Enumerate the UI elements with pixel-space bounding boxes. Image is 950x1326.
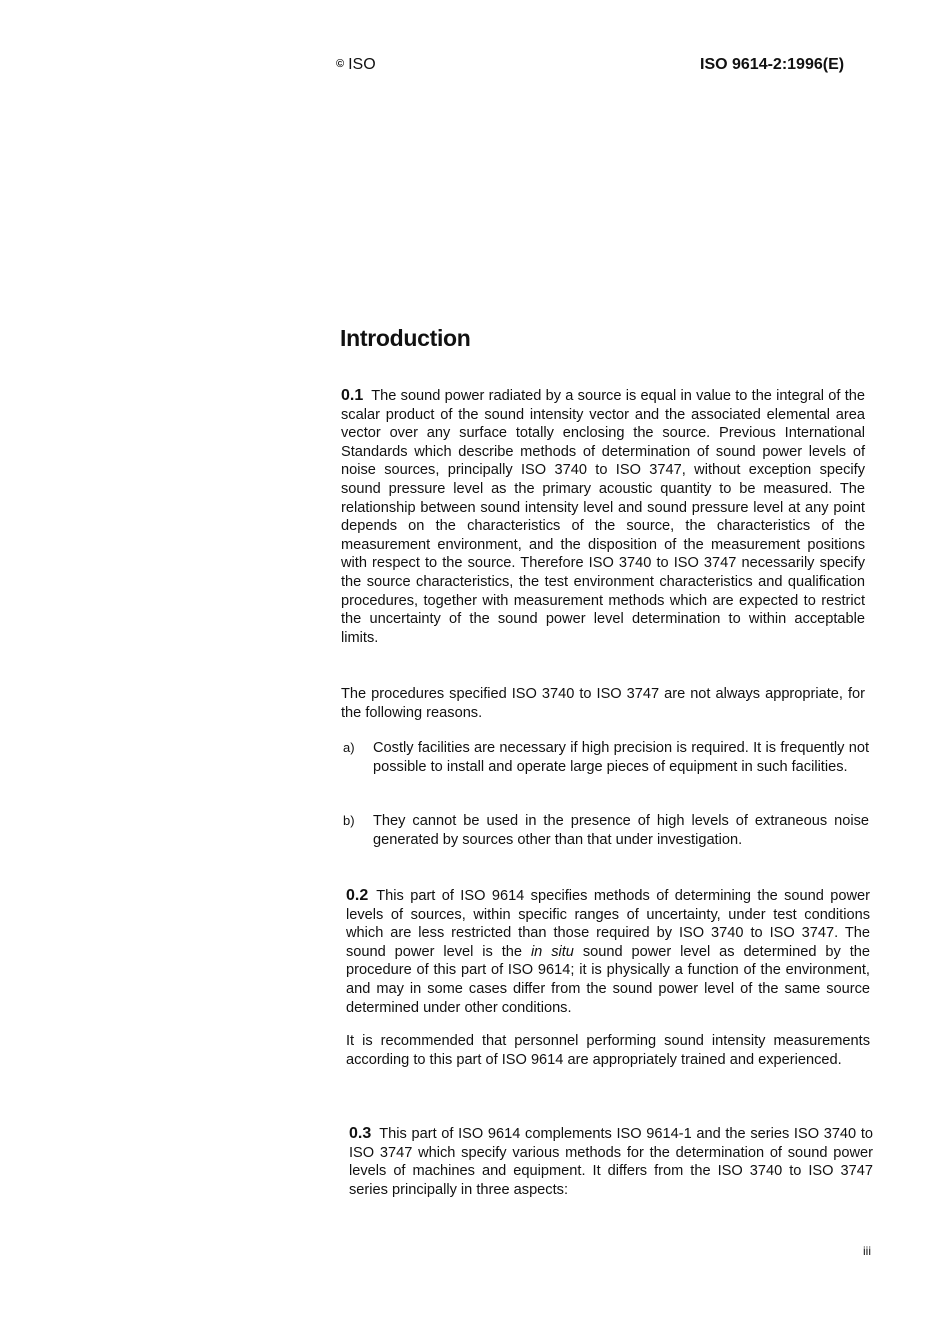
section-text-italic: in situ [530,943,574,960]
section-text: This part of ISO 9614 complements ISO 9614-1 and the series ISO 3740 to ISO 3747 which specify various methods for the determination of sound power levels of machines and equipment. It differs from the ISO 3740 to ISO 3747 series principally in three aspects: [349,1126,873,1198]
section-0-2-paragraph-1 [346,887,870,1017]
copyright-symbol: © [336,58,345,70]
list-marker: a) [343,740,355,755]
section-0-1-paragraph-1 [341,387,865,647]
header-copyright [336,56,376,74]
section-number: 0.1 [341,387,364,404]
section-0-2-paragraph-2 [346,1032,870,1069]
section-number: 0.3 [349,1125,372,1142]
paragraph-text: The procedures specified ISO 3740 to ISO 3747 are not always appropriate, for the following reasons. [341,686,865,721]
list-text: Costly facilities are necessary if high precision is required. It is frequently not possible to install and operate large pieces of equipment in such facilities. [373,740,869,775]
section-text-a: This part of ISO 9614 specifies methods of determining the sound power levels of sources, within specific ranges of uncertainty, under test conditions which are less restricted than those required by ISO 3740 to ISO 3747. The sound power level is the [346,888,870,960]
copyright-owner: ISO [348,56,376,73]
section-text: The sound power radiated by a source is equal in value to the integral of the scalar product of the sound intensity vector and the associated elemental area vector over any surface totally enclosing the source. Previous International Standards which describe methods of determination of sound power levels of noise sources, principally ISO 3740 to ISO 3747, without exception specify sound pressure level as the primary acoustic quantity to be measured. The relationship between sound intensity level and sound pressure level at any point depends on the characteristics of the source, the characteristics of the measurement environment, and the disposition of the measurement positions with respect to the source. Therefore ISO 3740 to ISO 3747 necessarily specify the source characteristics, the test environment characteristics and qualification procedures, together with measurement methods which are expected to restrict the uncertainty of the sound power level determination to within acceptable limits. [341,388,865,646]
page-number: iii [863,1244,871,1258]
page-title: Introduction [340,325,471,351]
section-0-3-paragraph-1 [349,1125,873,1199]
section-number: 0.2 [346,887,369,904]
list-marker: b) [343,813,355,828]
section-text-b: sound power level as determined by the procedure of this part of ISO 9614; it is physically a function of the environment, and may in some cases differ from the sound power level of the same source determined under other conditions. [346,943,870,1016]
section-0-1-paragraph-2 [341,685,865,722]
list-text: They cannot be used in the presence of high levels of extraneous noise generated by sources other than that under investigation. [373,813,869,848]
paragraph-text: It is recommended that personnel performing sound intensity measurements according to this part of ISO 9614 are appropriately trained and experienced. [346,1033,870,1068]
header-document-id: ISO 9614-2:1996(E) [700,56,845,73]
